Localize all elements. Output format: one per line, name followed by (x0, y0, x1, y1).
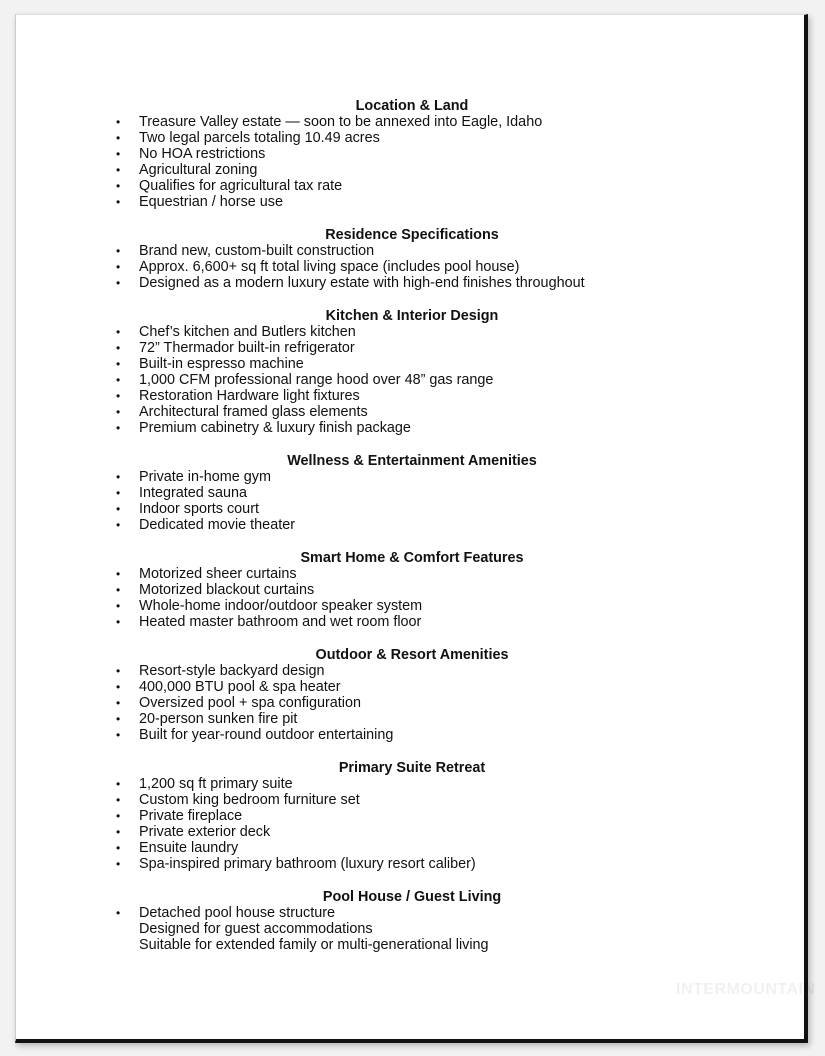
section-smart-home-comfort-features (112, 550, 712, 630)
section-heading: Primary Suite Retreat (338, 760, 486, 776)
bullet-icon: • (116, 325, 121, 339)
list-item (112, 582, 712, 598)
list-item (112, 340, 712, 356)
list-item-text: Custom king bedroom furniture set (139, 792, 360, 808)
list-item-text: Equestrian / horse use (139, 194, 283, 210)
bullet-icon: • (116, 405, 121, 419)
list-item-text: 400,000 BTU pool & spa heater (139, 679, 341, 695)
list-item (112, 824, 712, 840)
bullet-icon: • (116, 341, 121, 355)
section-primary-suite-retreat (112, 760, 712, 872)
bullet-icon: • (116, 728, 121, 742)
list-item (112, 469, 712, 485)
list-item-text: Detached pool house structure (139, 905, 335, 921)
section-heading: Outdoor & Resort Amenities (315, 647, 509, 663)
list-item-text: Private fireplace (139, 808, 243, 824)
bullet-icon: • (116, 276, 121, 290)
list-item (112, 663, 712, 679)
section-heading: Location & Land (355, 98, 469, 114)
list-item-text: Designed as a modern luxury estate with high-end finishes throughout (139, 275, 585, 291)
list-item (112, 259, 712, 275)
section-location-land (112, 98, 712, 210)
list-item (112, 792, 712, 808)
list-item (112, 243, 712, 259)
bullet-icon: • (116, 518, 121, 532)
bullet-icon: • (116, 906, 121, 920)
list-item (112, 388, 712, 404)
bullet-icon: • (116, 421, 121, 435)
list-item (112, 517, 712, 533)
list-item-text: 1,000 CFM professional range hood over 48” gas range (139, 372, 494, 388)
list-item-text: Premium cabinetry & luxury finish package (139, 420, 411, 436)
list-item-text: Brand new, custom-built construction (139, 243, 375, 259)
section-heading: Pool House / Guest Living (322, 889, 502, 905)
bullet-icon: • (116, 599, 121, 613)
list-item-text: Dedicated movie theater (139, 517, 295, 533)
list-item (112, 404, 712, 420)
bullet-icon: • (116, 777, 121, 791)
section-wellness-entertainment-amenities (112, 453, 712, 533)
list-item-text: Restoration Hardware light fixtures (139, 388, 360, 404)
list-item (112, 372, 712, 388)
list-item-text: 20-person sunken fire pit (139, 711, 298, 727)
bullet-icon: • (116, 615, 121, 629)
bullet-icon: • (116, 131, 121, 145)
list-item (112, 356, 712, 372)
list-item-text: Ensuite laundry (139, 840, 239, 856)
list-item (112, 324, 712, 340)
list-item-text: Built for year-round outdoor entertaining (139, 727, 394, 743)
list-item-text: No HOA restrictions (139, 146, 266, 162)
list-item-text: Qualifies for agricultural tax rate (139, 178, 343, 194)
document-page (15, 14, 816, 1043)
section-outdoor-resort-amenities (112, 647, 712, 743)
list-item (112, 420, 712, 436)
bullet-icon: • (116, 389, 121, 403)
section-pool-house-guest-living (112, 889, 712, 953)
list-item-text: Spa-inspired primary bathroom (luxury resort caliber) (139, 856, 476, 872)
list-item (112, 614, 712, 630)
list-item-text: Two legal parcels totaling 10.49 acres (139, 130, 380, 146)
bullet-icon: • (116, 809, 121, 823)
bullet-icon: • (116, 712, 121, 726)
list-item (112, 162, 712, 178)
bullet-icon: • (116, 857, 121, 871)
bullet-icon: • (116, 841, 121, 855)
section-heading: Wellness & Entertainment Amenities (287, 453, 537, 469)
bullet-icon: • (116, 260, 121, 274)
list-item (112, 485, 712, 501)
list-item-text: Private in-home gym (139, 469, 271, 485)
list-item (112, 695, 712, 711)
bullet-icon: • (116, 470, 121, 484)
bullet-icon: • (116, 793, 121, 807)
list-item-text: 72” Thermador built-in refrigerator (139, 340, 355, 356)
list-item (112, 808, 712, 824)
bullet-icon: • (116, 567, 121, 581)
bullet-icon: • (116, 195, 121, 209)
bullet-icon: • (116, 179, 121, 193)
list-item (112, 856, 712, 872)
list-item-text: Integrated sauna (139, 485, 248, 501)
bullet-icon: • (116, 357, 121, 371)
list-item (112, 501, 712, 517)
section-heading: Smart Home & Comfort Features (300, 550, 524, 566)
list-item-text: Designed for guest accommodations (139, 921, 373, 937)
list-item (112, 711, 712, 727)
list-item (112, 114, 712, 130)
feature-list (112, 98, 712, 970)
section-heading: Residence Specifications (325, 227, 499, 243)
bullet-icon: • (116, 680, 121, 694)
list-item-text: Motorized sheer curtains (139, 566, 297, 582)
section-kitchen-interior-design (112, 308, 712, 436)
bullet-icon: • (116, 502, 121, 516)
bullet-icon: • (116, 583, 121, 597)
list-item (112, 905, 712, 921)
list-item-text: Oversized pool + spa configuration (139, 695, 361, 711)
watermark: INTERMOUNTAIN (676, 981, 816, 998)
bullet-icon: • (116, 696, 121, 710)
list-item-text: 1,200 sq ft primary suite (139, 776, 293, 792)
list-item (112, 566, 712, 582)
list-item-text: Private exterior deck (139, 824, 271, 840)
list-item-text: Heated master bathroom and wet room floor (139, 614, 422, 630)
bullet-icon: • (116, 486, 121, 500)
list-item (112, 679, 712, 695)
list-item (112, 146, 712, 162)
list-item (112, 840, 712, 856)
list-item-text: Whole-home indoor/outdoor speaker system (139, 598, 423, 614)
list-item-text: Built-in espresso machine (139, 356, 304, 372)
list-item-text: Approx. 6,600+ sq ft total living space (includes pool house) (139, 259, 520, 275)
list-item-text: Chef’s kitchen and Butlers kitchen (139, 324, 356, 340)
list-item (112, 130, 712, 146)
list-item (112, 937, 712, 953)
bullet-icon: • (116, 825, 121, 839)
section-residence-specifications (112, 227, 712, 291)
list-item (112, 275, 712, 291)
list-item-text: Indoor sports court (139, 501, 259, 517)
list-item-text: Architectural framed glass elements (139, 404, 368, 420)
list-item (112, 776, 712, 792)
list-item-text: Agricultural zoning (139, 162, 258, 178)
list-item (112, 178, 712, 194)
bullet-icon: • (116, 147, 121, 161)
bullet-icon: • (116, 244, 121, 258)
bullet-icon: • (116, 115, 121, 129)
list-item-text: Resort-style backyard design (139, 663, 325, 679)
bullet-icon: • (116, 664, 121, 678)
list-item (112, 194, 712, 210)
list-item-text: Treasure Valley estate — soon to be annexed into Eagle, Idaho (139, 114, 543, 130)
section-heading: Kitchen & Interior Design (325, 308, 499, 324)
list-item-text: Suitable for extended family or multi-generational living (139, 937, 489, 953)
list-item (112, 727, 712, 743)
bullet-icon: • (116, 373, 121, 387)
list-item (112, 598, 712, 614)
bullet-icon: • (116, 163, 121, 177)
list-item (112, 921, 712, 937)
list-item-text: Motorized blackout curtains (139, 582, 315, 598)
